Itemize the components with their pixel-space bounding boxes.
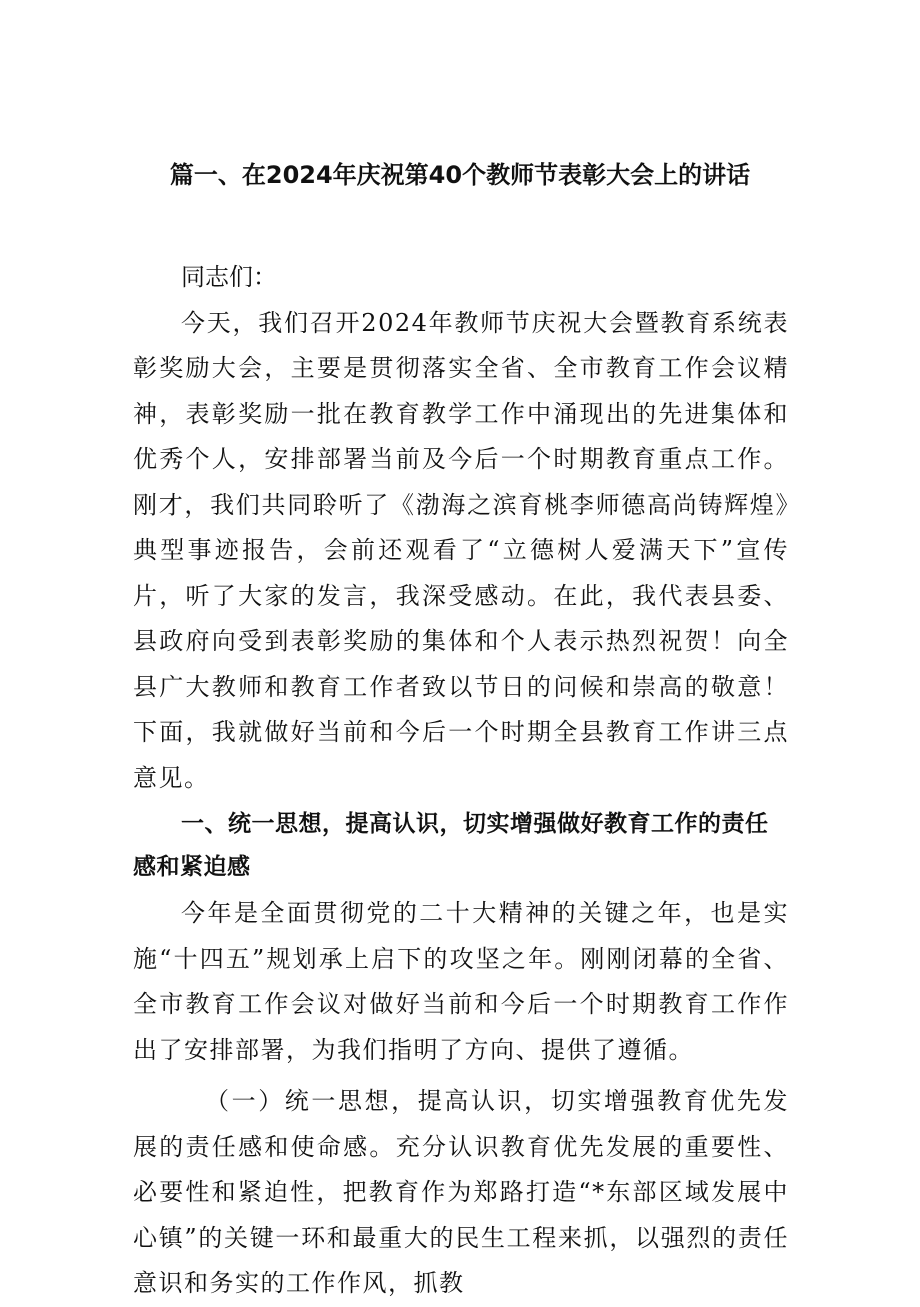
salutation: 同志们： bbox=[181, 263, 277, 291]
document-body bbox=[133, 255, 789, 1307]
section-1-paragraph: 今年是全面贯彻党的二十大精神的关键之年，也是实施“十四五”规划承上启下的攻坚之年。刚刚闭幕的全省、全市教育工作会议对做好当前和今后一个时期教育工作作出了安排部署，为我们指明了方向、提供了遵循。 bbox=[133, 899, 789, 1064]
section-heading-1: 一、统一思想，提高认识，切实增强做好教育工作的责任感和紧迫感 bbox=[133, 811, 769, 880]
intro-paragraph: 今天，我们召开2024年教师节庆祝大会暨教育系统表彰奖励大会，主要是贯彻落实全省、全市教育工作会议精神，表彰奖励一批在教育教学工作中涌现出的先进集体和优秀个人，安排部署当前及今后一个时期教育重点工作。刚才，我们共同聆听了《渤海之滨育桃李师德高尚铸辉煌》典型事迹报告，会前还观看了“立德树人爱满天下”宣传片，听了大家的发言，我深受感动。在此，我代表县委、县政府向受到表彰奖励的集体和个人表示热烈祝贺！向全县广大教师和教育工作者致以节日的问候和崇高的敬意！下面，我就做好当前和今后一个时期全县教育工作讲三点意见。 bbox=[133, 308, 789, 792]
document-title: 篇一、在2024年庆祝第40个教师节表彰大会上的讲话 bbox=[169, 161, 751, 189]
subsection-1-paragraph: （一）统一思想，提高认识，切实增强教育优先发展的责任感和使命感。充分认识教育优先发展的重要性、必要性和紧迫性，把教育作为郑路打造“*东部区域发展中心镇”的关键一环和最重大的民生工程来抓，以强烈的责任意识和务实的工作作风，抓教 bbox=[133, 1087, 789, 1297]
